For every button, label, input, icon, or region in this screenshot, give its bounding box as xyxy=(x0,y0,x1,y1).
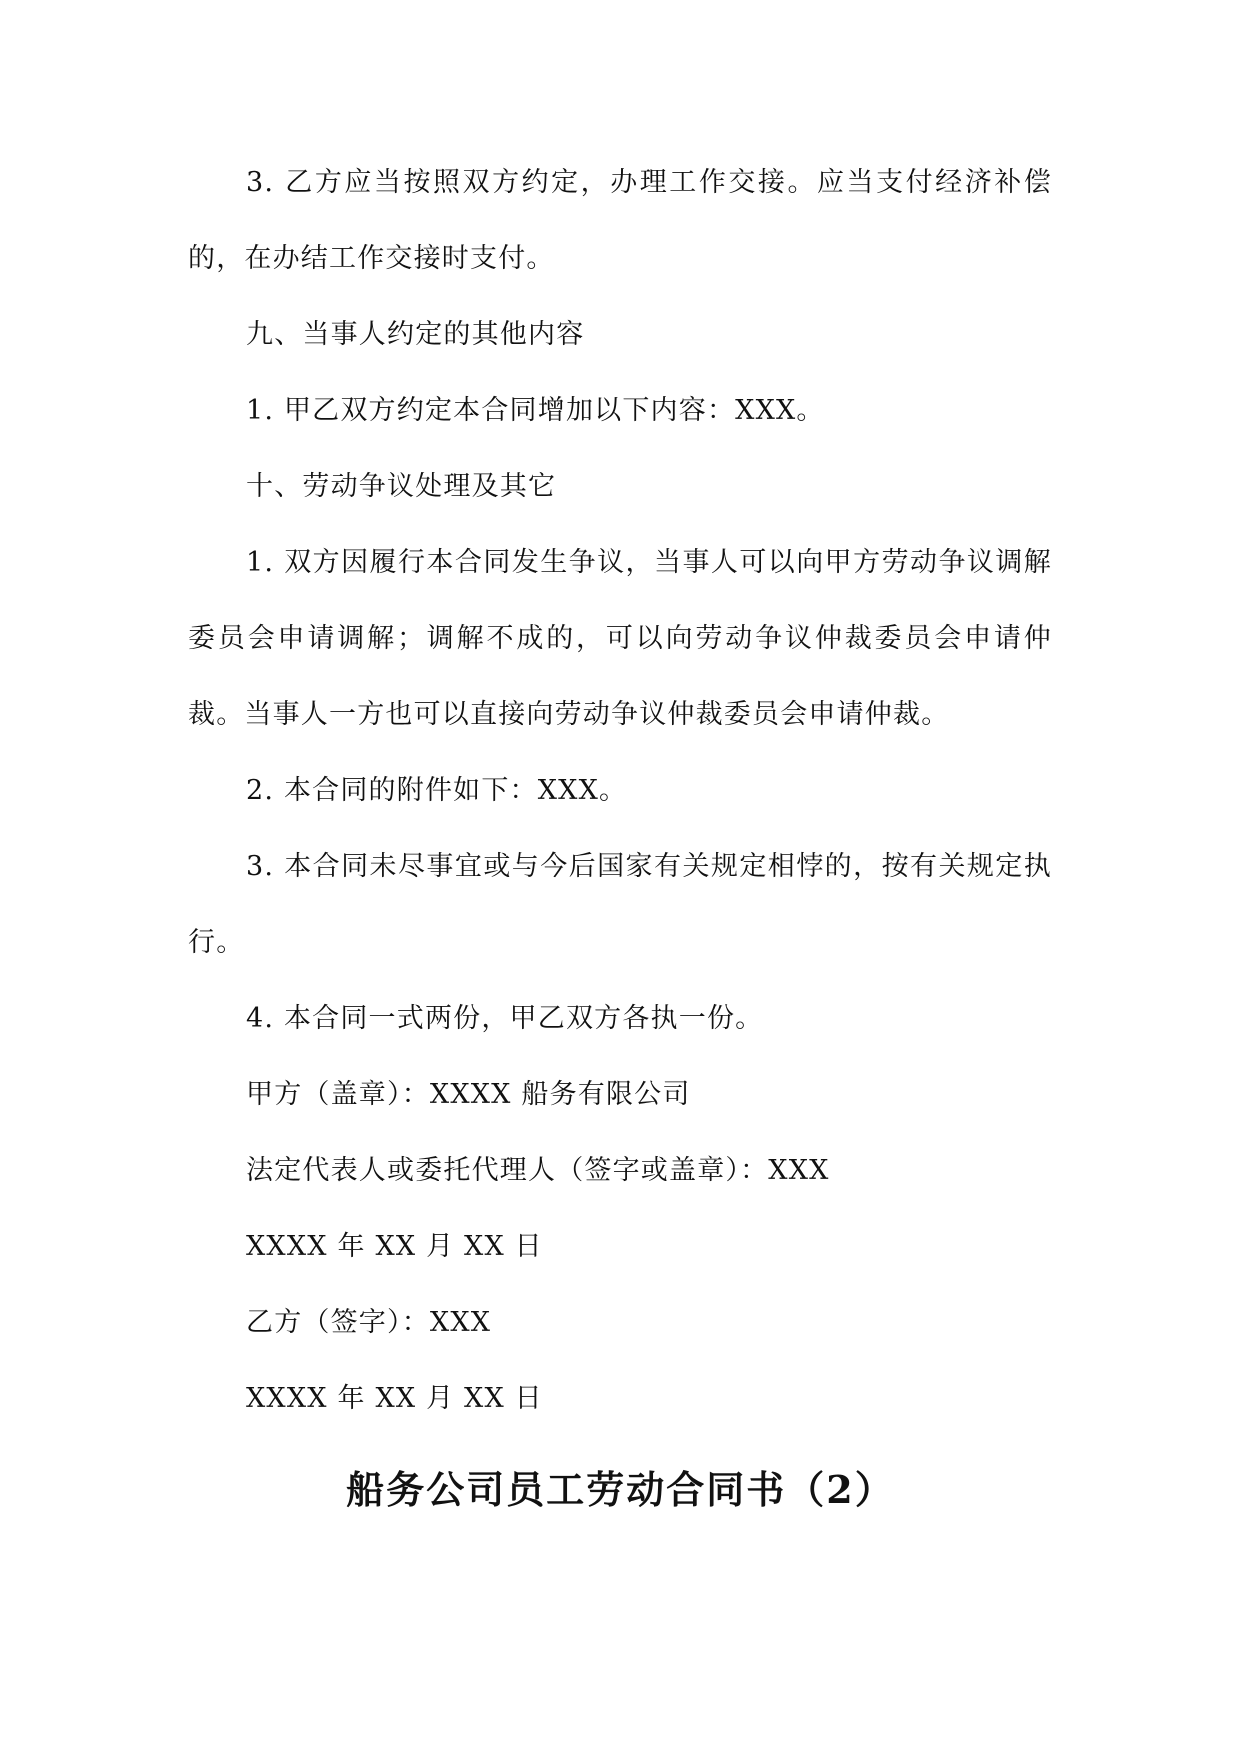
clause-8-3: 3. 乙方应当按照双方约定，办理工作交接。应当支付经济补偿的，在办结工作交接时支付。 xyxy=(188,167,1052,274)
clause-10-1: 1. 双方因履行本合同发生争议，当事人可以向甲方劳动争议调解委员会申请调解；调解不成的，可以向劳动争议仲裁委员会申请仲裁。当事人一方也可以直接向劳动争议仲裁委员会申请仲裁。 xyxy=(188,547,1052,730)
clause-9-1: 1. 甲乙双方约定本合同增加以下内容：XXX。 xyxy=(246,395,825,426)
party-a-signature: 甲方（盖章）：XXXX 船务有限公司 xyxy=(246,1079,691,1110)
party-a-date: XXXX 年 XX 月 XX 日 xyxy=(246,1231,543,1262)
document-body xyxy=(188,145,1052,1437)
legal-representative-signature: 法定代表人或委托代理人（签字或盖章）：XXX xyxy=(246,1155,830,1186)
party-b-signature: 乙方（签字）：XXX xyxy=(246,1307,492,1338)
section-9-heading: 九、当事人约定的其他内容 xyxy=(246,319,585,350)
clause-10-4: 4. 本合同一式两份，甲乙双方各执一份。 xyxy=(246,1003,764,1034)
section-10-heading: 十、劳动争议处理及其它 xyxy=(246,471,557,502)
party-b-date: XXXX 年 XX 月 XX 日 xyxy=(246,1383,543,1414)
clause-10-2: 2. 本合同的附件如下：XXX。 xyxy=(246,775,628,806)
clause-10-3: 3. 本合同未尽事宜或与今后国家有关规定相悖的，按有关规定执行。 xyxy=(188,851,1052,958)
next-document-title: 船务公司员工劳动合同书（2） xyxy=(346,1467,895,1512)
